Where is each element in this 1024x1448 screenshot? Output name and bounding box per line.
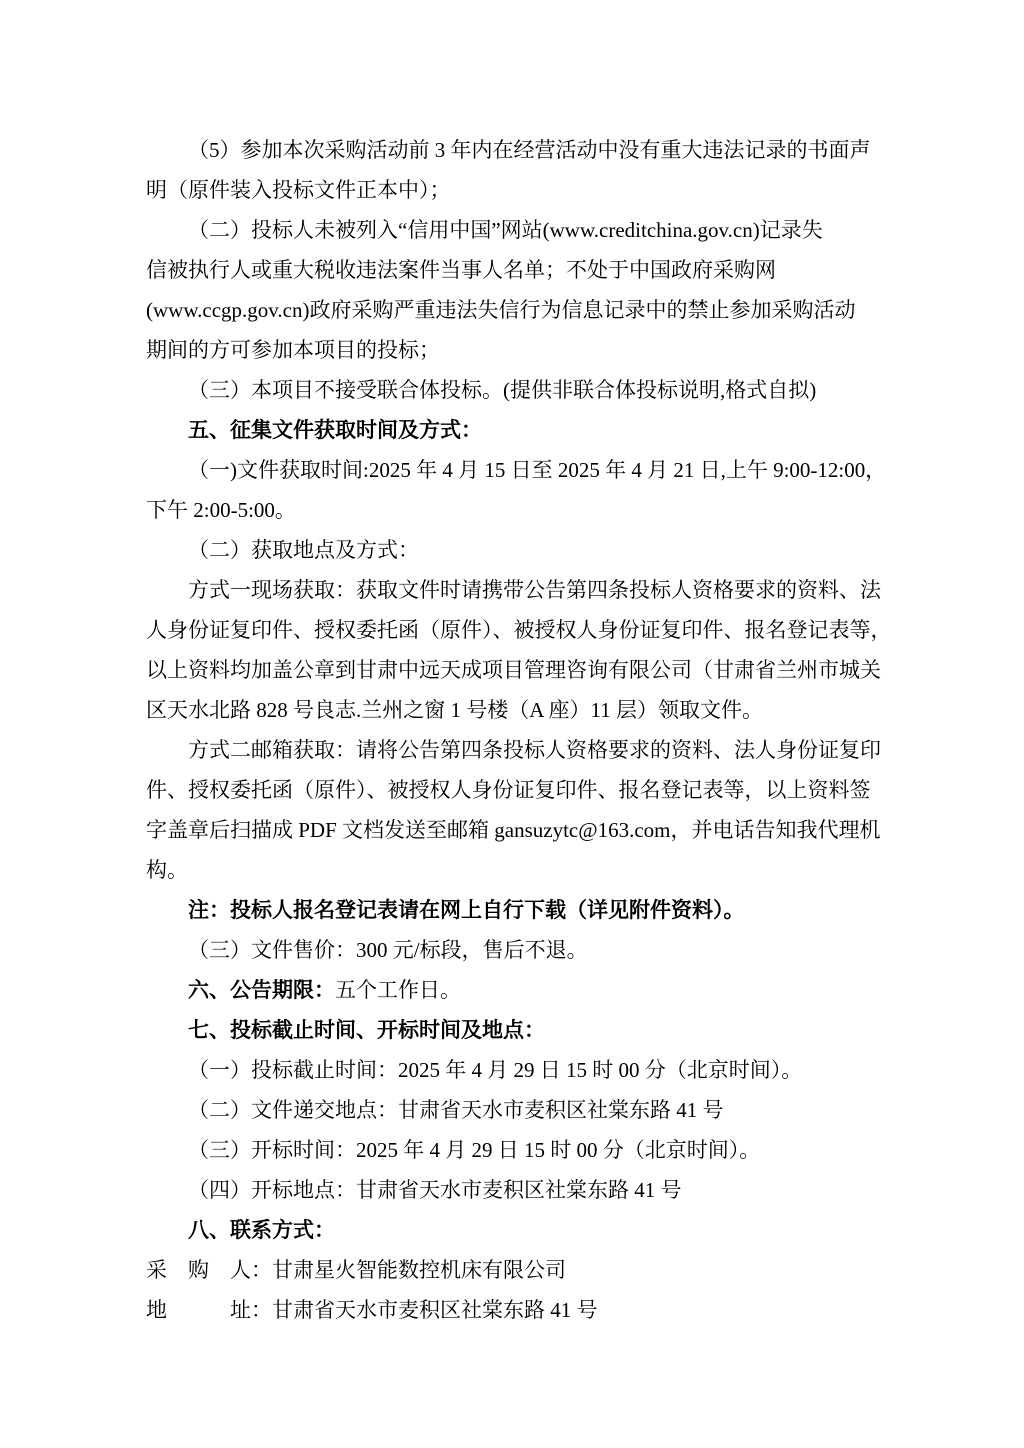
line-opening-place: （四）开标地点：甘肃省天水市麦积区社棠东路 41 号 [188, 1178, 682, 1202]
line-no-consortium: （三）本项目不接受联合体投标。(提供非联合体投标说明,格式自拟) [188, 378, 817, 402]
heading-section-six [146, 970, 880, 1010]
document-body [146, 130, 892, 1330]
line-doc-time-1: （一)文件获取时间:2025 年 4 月 15 日至 2025 年 4 月 21 日,上午 9:00-12:00， [188, 458, 887, 482]
line-bid-deadline: （一）投标截止时间：2025 年 4 月 29 日 15 时 00 分（北京时间）。 [188, 1058, 803, 1082]
heading-section-eight: 八、联系方式： [188, 1218, 335, 1242]
line-method-email-4: 构。 [146, 858, 188, 882]
line-method-email-3: 字盖章后扫描成 PDF 文档发送至邮箱 gansuzytc@163.com，并电话告知我代理机 [146, 818, 881, 842]
line-declaration-2: 明（原件装入投标文件正本中）； [146, 178, 451, 202]
heading-section-seven: 七、投标截止时间、开标时间及地点： [188, 1018, 545, 1042]
line-method-onsite-2: 人身份证复印件、授权委托函（原件）、被授权人身份证复印件、报名登记表等， [146, 618, 892, 642]
heading-section-six-label: 六、公告期限： [188, 978, 335, 1002]
line-method-onsite-1: 方式一现场获取：获取文件时请携带公告第四条投标人资格要求的资料、法 [188, 578, 881, 602]
line-method-onsite-4: 区天水北路 828 号良志.兰州之窗 1 号楼（A 座）11 层）领取文件。 [146, 698, 763, 722]
line-method-email-1: 方式二邮箱获取：请将公告第四条投标人资格要求的资料、法人身份证复印 [188, 738, 881, 762]
line-address: 地 址：甘肃省天水市麦积区社棠东路 41 号 [146, 1298, 598, 1322]
line-opening-time: （三）开标时间：2025 年 4 月 29 日 15 时 00 分（北京时间）。 [188, 1138, 761, 1162]
heading-section-five: 五、征集文件获取时间及方式： [188, 418, 482, 442]
line-doc-time-2: 下午 2:00-5:00。 [146, 498, 296, 522]
line-method-onsite-3: 以上资料均加盖公章到甘肃中远天成项目管理咨询有限公司（甘肃省兰州市城关 [146, 658, 881, 682]
note-registration-form: 注：投标人报名登记表请在网上自行下载（详见附件资料）。 [188, 898, 745, 922]
line-credit-china-2: 信被执行人或重大税收违法案件当事人名单；不处于中国政府采购网 [146, 258, 776, 282]
line-ccgp-record: (www.ccgp.gov.cn)政府采购严重违法失信行为信息记录中的禁止参加采购活动 [146, 298, 856, 322]
line-bid-eligibility: 期间的方可参加本项目的投标； [146, 338, 440, 362]
line-location-method: （二）获取地点及方式： [188, 538, 419, 562]
line-doc-price: （三）文件售价：300 元/标段，售后不退。 [188, 938, 588, 962]
heading-section-six-value: 五个工作日。 [335, 978, 461, 1002]
line-declaration-1: （5）参加本次采购活动前 3 年内在经营活动中没有重大违法记录的书面声 [188, 138, 871, 162]
line-purchaser: 采 购 人：甘肃星火智能数控机床有限公司 [146, 1258, 566, 1282]
line-method-email-2: 件、授权委托函（原件）、被授权人身份证复印件、报名登记表等，以上资料签 [146, 778, 871, 802]
line-credit-china-1: （二）投标人未被列入“信用中国”网站(www.creditchina.gov.cn)记录失 [188, 218, 823, 242]
line-submission-place: （二）文件递交地点：甘肃省天水市麦积区社棠东路 41 号 [188, 1098, 724, 1122]
